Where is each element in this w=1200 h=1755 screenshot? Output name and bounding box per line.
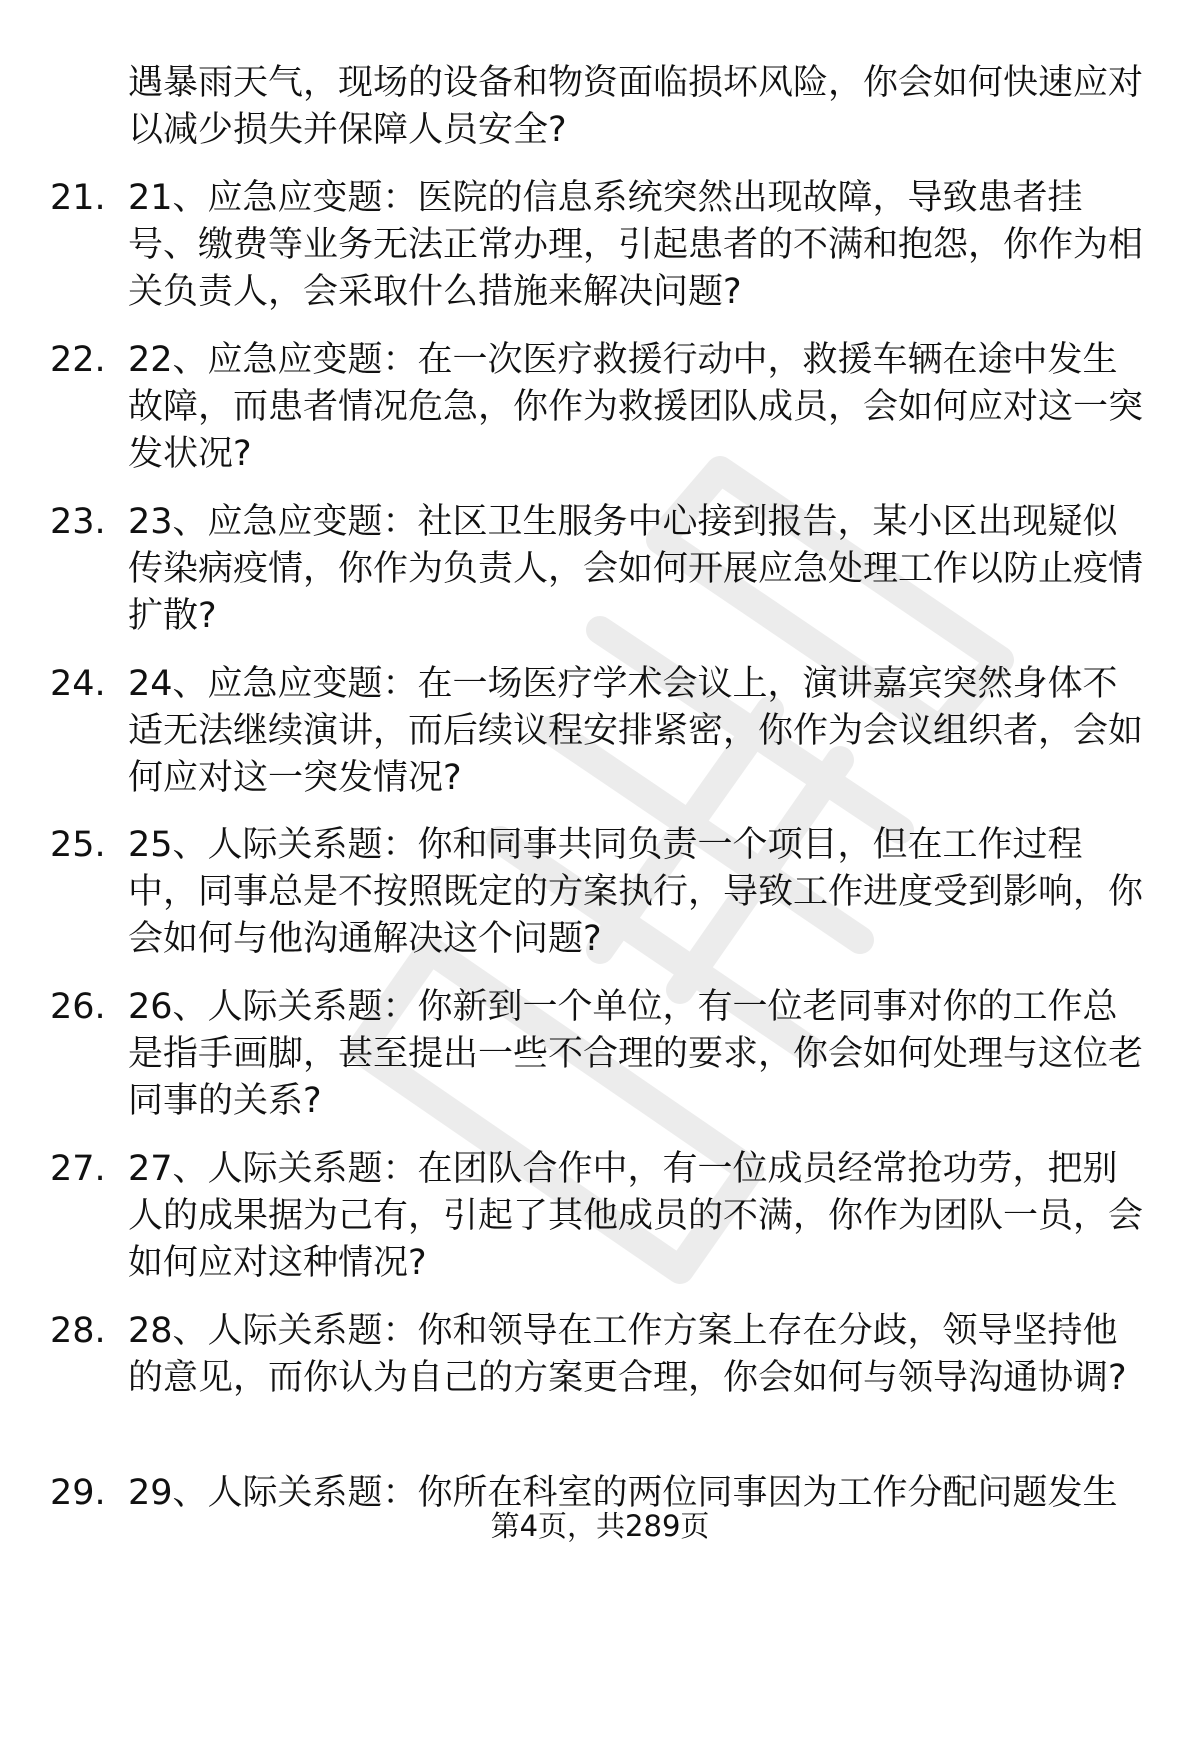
item-text: 24、应急应变题：在一场医疗学术会议上，演讲嘉宾突然身体不适无法继续演讲，而后续议程安排紧密，你作为会议组织者，会如何应对这一突发情况? <box>128 664 1144 798</box>
item-text: 29、人际关系题：你所在科室的两位同事因为工作分配问题发生 <box>128 1473 1118 1513</box>
item-text: 21、应急应变题：医院的信息系统突然出现故障，导致患者挂号、缴费等业务无法正常办理，引起患者的不满和抱怨，你作为相关负责人，会采取什么措施来解决问题? <box>128 178 1144 312</box>
continuation-text: 遇暴雨天气，现场的设备和物资面临损坏风险，你会如何快速应对以减少损失并保障人员安全? <box>128 63 1144 150</box>
item-number: 23. <box>50 502 106 542</box>
item-number: 21. <box>50 178 106 218</box>
item-text: 25、人际关系题：你和同事共同负责一个项目，但在工作过程中，同事总是不按照既定的方案执行，导致工作进度受到影响，你会如何与他沟通解决这个问题? <box>128 825 1144 959</box>
item-text: 23、应急应变题：社区卫生服务中心接到报告，某小区出现疑似传染病疫情，你作为负责人，会如何开展应急处理工作以防止疫情扩散? <box>128 502 1144 636</box>
item-text: 27、人际关系题：在团队合作中，有一位成员经常抢功劳，把别人的成果据为己有，引起了其他成员的不满，你作为团队一员，会如何应对这种情况? <box>128 1149 1144 1283</box>
item-text: 26、人际关系题：你新到一个单位，有一位老同事对你的工作总是指手画脚，甚至提出一些不合理的要求，你会如何处理与这位老同事的关系? <box>128 987 1144 1121</box>
page-footer: 第4页，共289页 <box>490 1509 710 1543</box>
item-number: 26. <box>50 987 106 1027</box>
item-number: 27. <box>50 1149 106 1189</box>
item-number: 22. <box>50 340 106 380</box>
item-number: 28. <box>50 1311 106 1351</box>
item-number: 24. <box>50 664 106 704</box>
item-number: 29. <box>50 1473 106 1513</box>
item-text: 22、应急应变题：在一次医疗救援行动中，救援车辆在途中发生故障，而患者情况危急，你作为救援团队成员，会如何应对这一突发状况? <box>128 340 1144 474</box>
item-number: 25. <box>50 825 106 865</box>
item-text: 28、人际关系题：你和领导在工作方案上存在分歧，领导坚持他的意见，而你认为自己的方案更合理，你会如何与领导沟通协调? <box>128 1311 1127 1398</box>
